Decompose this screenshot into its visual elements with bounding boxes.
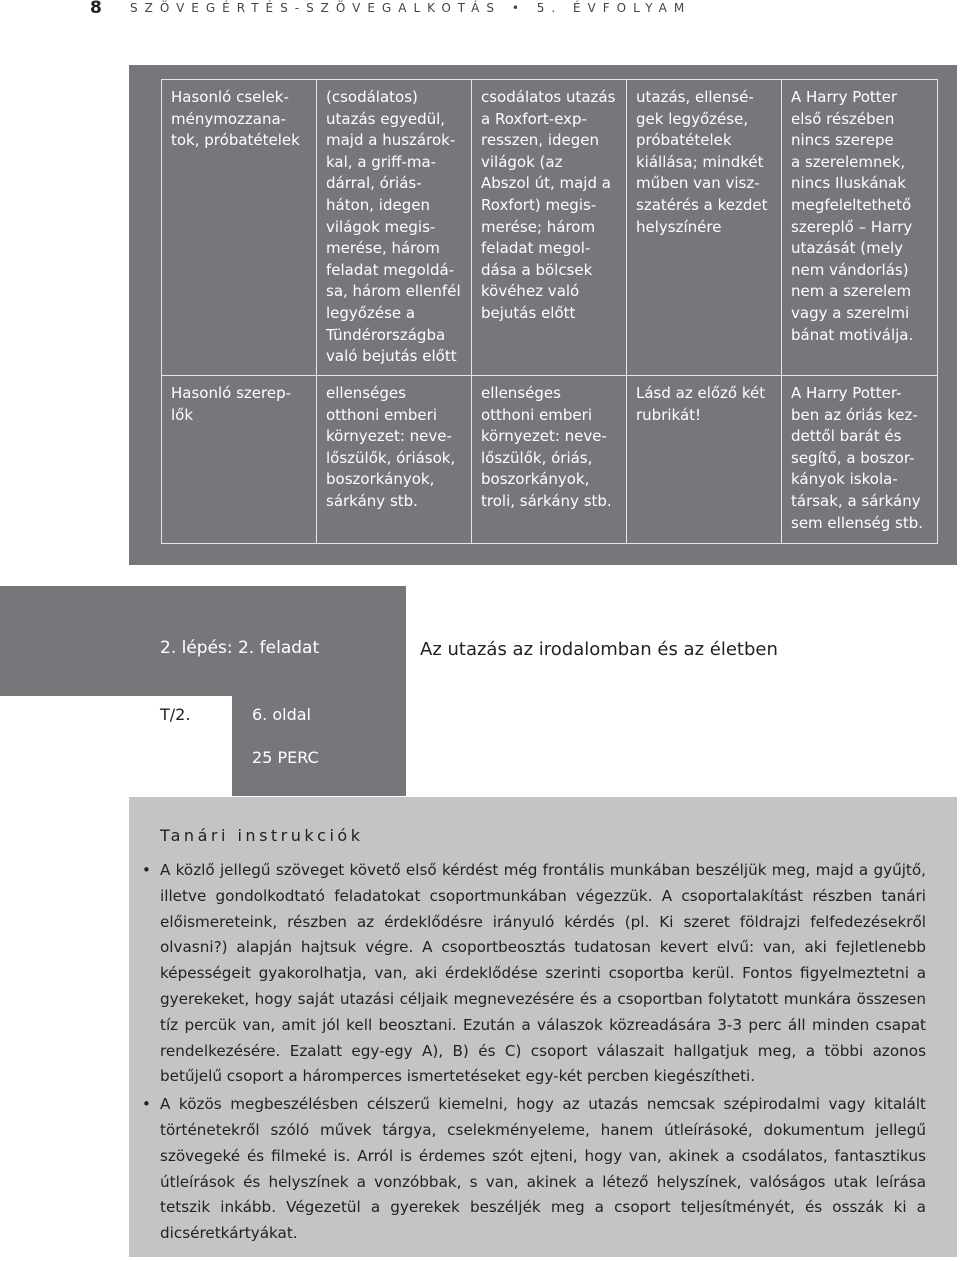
- instructions-list: [140, 858, 926, 1249]
- step-label: 2. lépés: 2. feladat: [160, 638, 320, 658]
- table-cell: [627, 80, 782, 376]
- cell-text: A Harry Potter első részében nincs szerepe a szerelemnek, nincs Iluskának megfeleltethető szereplő – Harry utazását (mely nem vándorlás) nem a szerelem vagy a szerelmi bánat motiválja.: [791, 88, 914, 344]
- table-cell: [782, 80, 938, 376]
- cell-text: utazás, ellensé- gek legyőzése, próbatételek kiállása; mindkét műben van visz- szatérés a kezdet helyszínére: [636, 88, 768, 236]
- cell-text: (csodálatos) utazás egyedül, majd a huszárok- kal, a griff-ma- dárral, óriás- háton, idegen világok megis- merése, három feladat megoldá- sa, három ellenfél legyőzése a Tündérországba való bejutás előtt: [326, 88, 461, 366]
- cell-text: ellenséges otthoni emberi környezet: neve- lőszülők, óriás, boszorkányok, troli, sárkány stb.: [481, 384, 612, 510]
- table-row: [162, 80, 938, 376]
- task-title: Az utazás az irodalomban és az életben: [420, 639, 778, 660]
- list-item-text: A közös megbeszélésben célszerű kiemelni, hogy az utazás nemcsak szépirodalmi vagy kitalált történetekről szóló művek tárgya, cselekményeleme, hanem útleírásoké, dokumentum jellegű szövegeké és filmeké is. Arról is érdemes szót ejteni, hogy van, akinek a csodálatos, fantasztikus útleírások és helyszínek a vonzóbbak, s van, akinek a létező helyszínek, valóságos utak leírása tetszik inkább. Végezetül a gyerekek beszéljék meg a csoport teljesítményét, és osszák ki a dicséretkártyákat.: [160, 1095, 926, 1243]
- list-item: [140, 1092, 926, 1247]
- table-cell: [782, 376, 938, 544]
- instructions-title: Tanári instrukciók: [160, 826, 364, 845]
- bullet-icon: •: [142, 861, 151, 879]
- table-cell: [472, 80, 627, 376]
- cell-text: ellenséges otthoni emberi környezet: neve- lőszülők, óriások, boszorkányok, sárkány stb.: [326, 384, 456, 510]
- list-item: [140, 858, 926, 1090]
- table-cell: [472, 376, 627, 544]
- page-number: 8: [90, 0, 102, 18]
- cell-text: A Harry Potter- ben az óriás kez- dettől barát és segítő, a boszor- kányok iskola- társak, a sárkány sem ellenség stb.: [791, 384, 924, 532]
- running-title: SZÖVEGÉRTÉS-SZÖVEGALKOTÁS • 5. ÉVFOLYAM: [130, 1, 692, 15]
- table-cell: [317, 80, 472, 376]
- cell-text: csodálatos utazás a Roxfort-exp- resszen, idegen világok (az Abszol út, majd a Roxfort) megis- merése; három feladat megol- dása a bölcsek kövéhez való bejutás előtt: [481, 88, 616, 322]
- bullet-icon: •: [142, 1095, 151, 1114]
- table-cell: [627, 376, 782, 544]
- row-label: Hasonló cselek- ménymozzana- tok, próbatételek: [171, 88, 300, 150]
- list-item-text: A közlő jellegű szöveget követő első kérdést még frontális munkában beszéljük meg, majd a gyűjtő, illetve gondolkodtató feladatokat csoportmunkában végezzük. A csoportalakítást részben tanári előismereteink, részben az érdeklődésre irányuló kérdés (pl. Ki szeret földrajzi felfedezésekről olvasni?) alapján hajtsuk végre. A csoportbeosztás tudatosan kevert elvű: van, aki fejletlenebb képességeit gyakorolhatja, van, aki érdeklődése szerinti csoportba kerül. Fontos figyelmeztetni a gyerekeket, hogy saját utazási céljaik megnevezésére és a csoportban folytatott munkára összesen tíz percük van, amit jól kell beosztani. Ezután a válaszok közreadására 3-3 perc áll minden csapat rendelkezésére. Ezalatt egy-egy A), B) és C) csoport válaszait hallgatjuk meg, a többi azonos betűjelű csoport a háromperces ismertetéseket egy-két percben kiegészítheti.: [160, 861, 926, 1086]
- row-label-cell: [162, 376, 317, 544]
- table-row: [162, 376, 938, 544]
- comparison-table-panel: [129, 65, 957, 565]
- row-label: Hasonló szerep- lők: [171, 384, 291, 424]
- page-header: [0, 0, 960, 20]
- table-cell: [317, 376, 472, 544]
- duration-label: 25 PERC: [252, 748, 319, 767]
- row-label-cell: [162, 80, 317, 376]
- comparison-table: [161, 79, 938, 544]
- task-code: T/2.: [160, 705, 191, 724]
- cell-text: Lásd az előző két rubrikát!: [636, 384, 766, 424]
- page-reference: 6. oldal: [252, 705, 311, 724]
